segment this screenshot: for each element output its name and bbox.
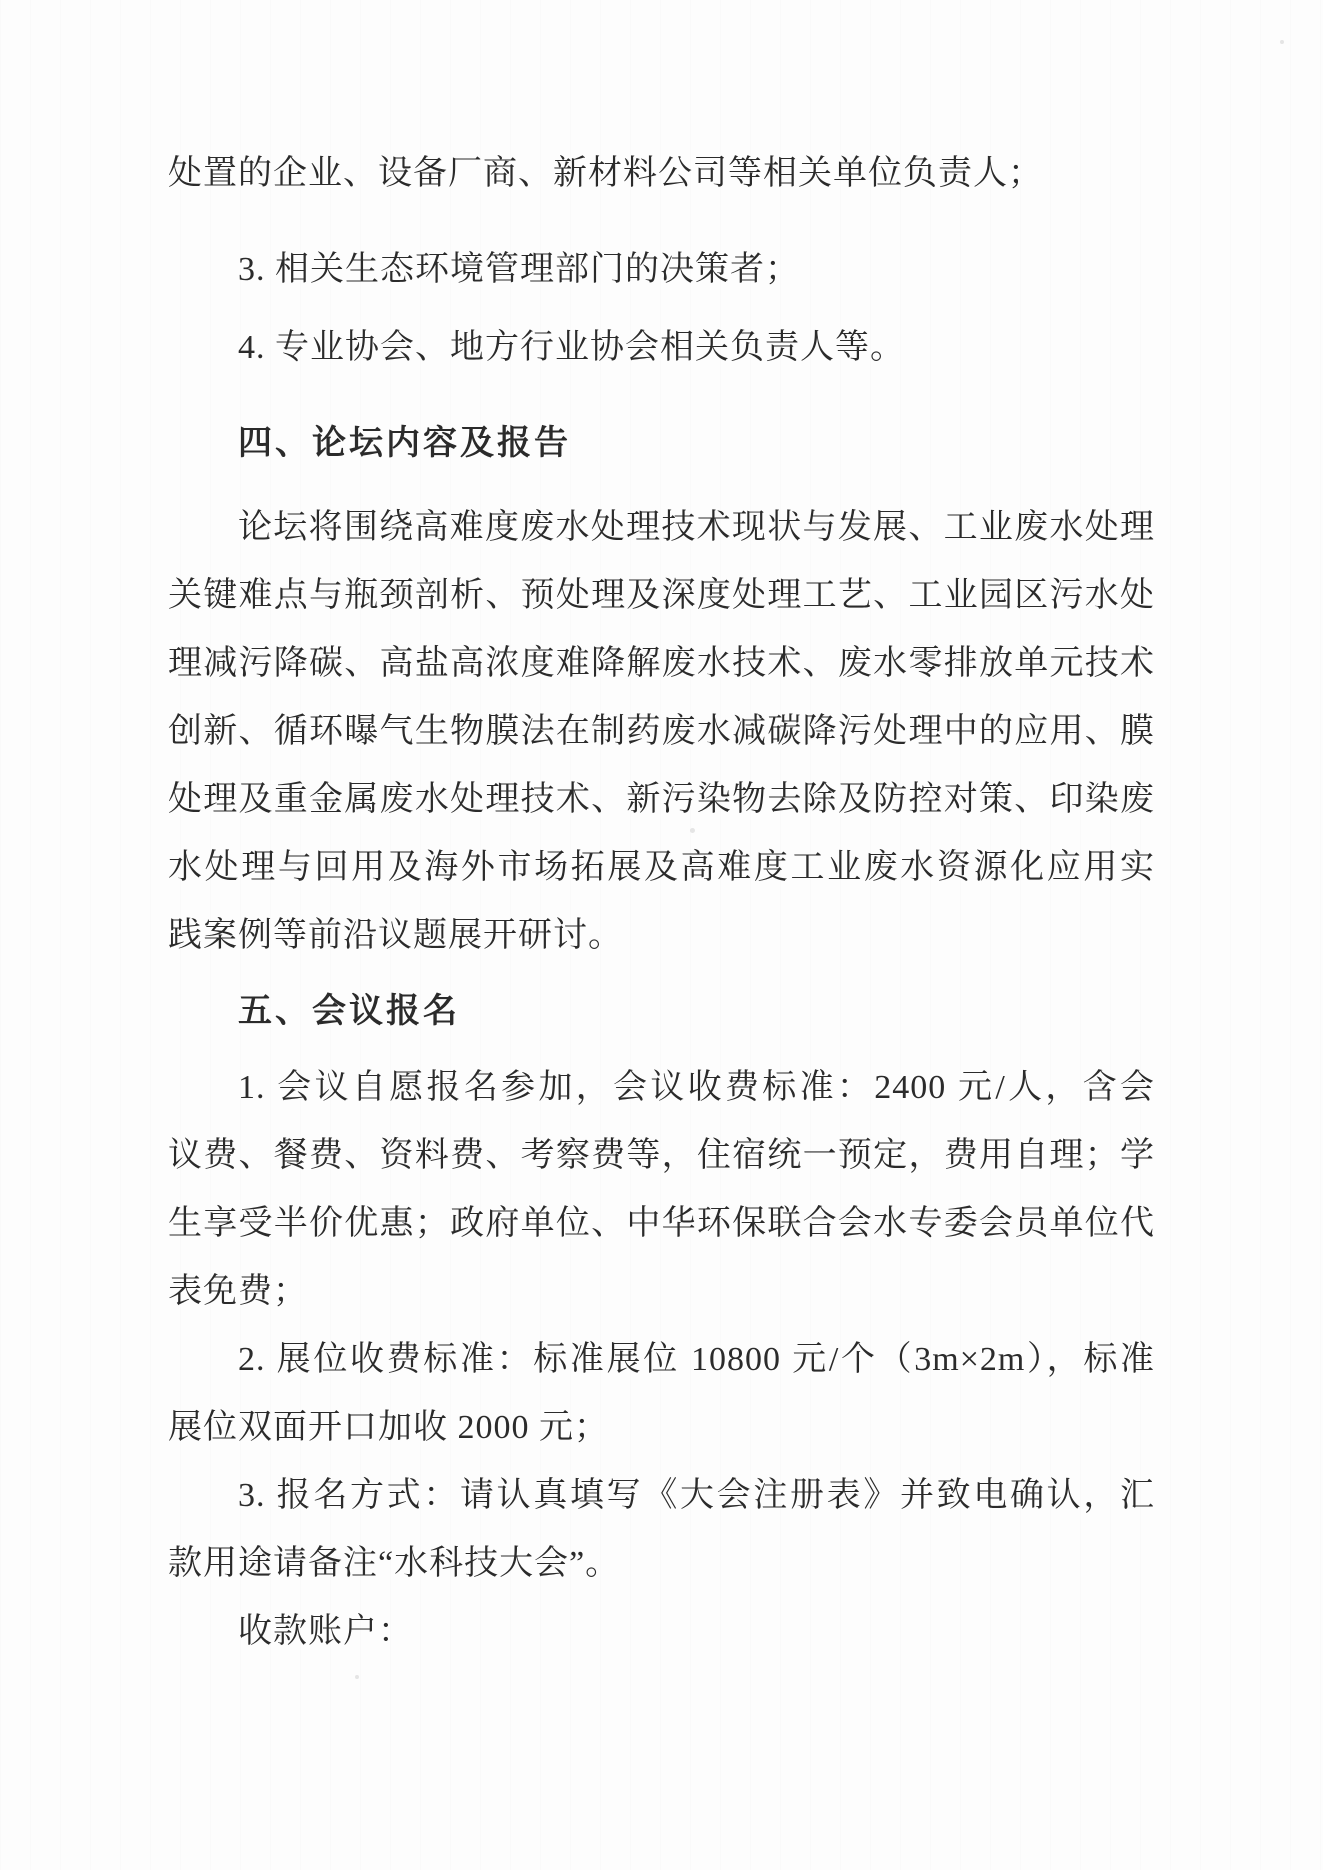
scan-speckle: [355, 1675, 359, 1679]
attendee-item-3: 3. 相关生态环境管理部门的决策者；: [238, 251, 800, 288]
registration-item1-line: 生享受半价优惠；政府单位、中华环保联合会水专委会员单位代: [168, 1205, 1155, 1242]
registration-item3-line: 款用途请备注“水科技大会”。: [168, 1545, 621, 1582]
scan-speckle: [1280, 40, 1284, 44]
registration-item3-line: 3. 报名方式：请认真填写《大会注册表》并致电确认，汇: [238, 1477, 1155, 1514]
section5-heading: 五、会议报名: [238, 993, 460, 1030]
registration-item1-line: 1. 会议自愿报名参加，会议收费标准：2400 元/人，含会: [238, 1069, 1155, 1106]
registration-item1-line: 议费、餐费、资料费、考察费等，住宿统一预定，费用自理；学: [168, 1137, 1155, 1174]
section4-paragraph-line: 论坛将围绕高难度废水处理技术现状与发展、工业废水处理: [238, 509, 1155, 546]
section4-paragraph-line: 践案例等前沿议题展开研讨。: [168, 917, 623, 954]
attendees-continuation-line: 处置的企业、设备厂商、新材料公司等相关单位负责人；: [168, 155, 1043, 192]
section4-paragraph-line: 关键难点与瓶颈剖析、预处理及深度处理工艺、工业园区污水处: [168, 577, 1155, 614]
payment-account-label: 收款账户：: [238, 1613, 413, 1650]
section4-paragraph-line: 理减污降碳、高盐高浓度难降解废水技术、废水零排放单元技术: [168, 645, 1155, 682]
registration-item2-line: 展位双面开口加收 2000 元；: [168, 1409, 609, 1446]
section4-paragraph-line: 处理及重金属废水处理技术、新污染物去除及防控对策、印染废: [168, 781, 1155, 818]
section4-heading: 四、论坛内容及报告: [238, 425, 571, 462]
attendee-item-4: 4. 专业协会、地方行业协会相关负责人等。: [238, 329, 905, 366]
section4-paragraph-line: 水处理与回用及海外市场拓展及高难度工业废水资源化应用实: [168, 849, 1155, 886]
section4-paragraph-line: 创新、循环曝气生物膜法在制药废水减碳降污处理中的应用、膜: [168, 713, 1155, 750]
scan-speckle: [690, 828, 695, 833]
registration-item1-line: 表免费；: [168, 1273, 308, 1310]
registration-item2-line: 2. 展位收费标准：标准展位 10800 元/个（3m×2m），标准: [238, 1341, 1155, 1378]
